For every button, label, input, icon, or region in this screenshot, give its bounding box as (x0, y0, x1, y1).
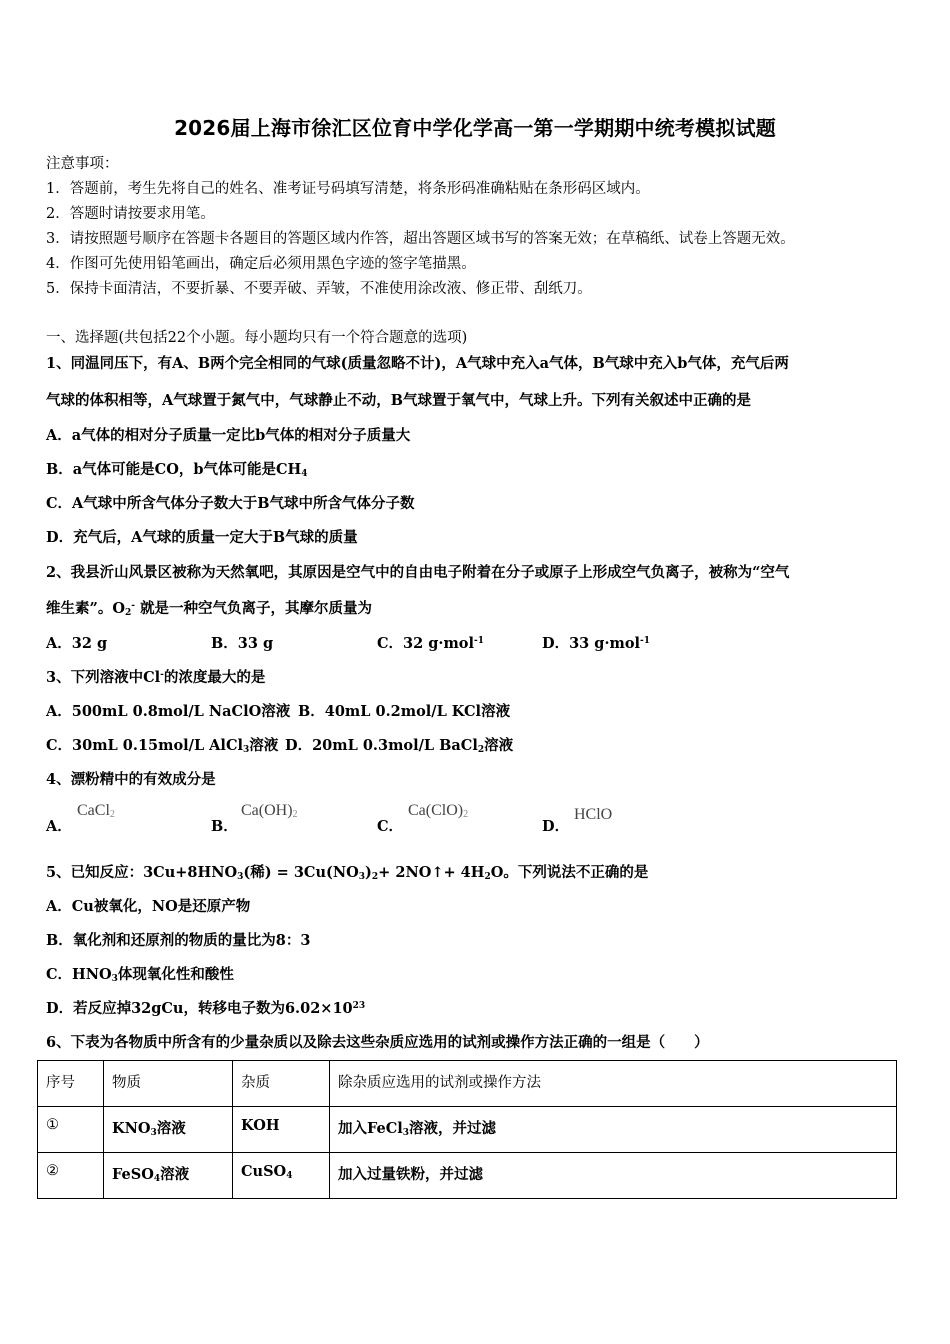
q5-option-c: C．$HNO_3$体现氧化性和酸性 (46, 966, 234, 984)
table-cell: CuSO$_4$ (233, 1153, 330, 1199)
q3-stem: 3、下列溶液中Cl-的浓度最大的是 (46, 669, 266, 686)
q6-stem: 6、下表为各物质中所含有的少量杂质以及除去这些杂质应选用的试剂或操作方法正确的一组是（ ） (46, 1034, 709, 1051)
notice-item: 2．答题时请按要求用笔。 (46, 206, 215, 222)
q4-option-c-label: C． (377, 818, 404, 835)
notice-item: 5．保持卡面清洁，不要折暴、不要弄破、弄皱，不准使用涂改液、修正带、刮纸刀。 (46, 281, 592, 297)
q1-option-b: B．a气体可能是CO，b气体可能是$CH_4$ (46, 461, 308, 479)
table-cell: ① (38, 1107, 104, 1153)
notice-item: 3．请按照题号顺序在答题卡各题目的答题区域内作答，超出答题区域书写的答案无效；在草稿纸、试卷上答题无效。 (46, 231, 795, 247)
q2-stem-cont: 维生素”。$O_2^-$ 就是一种空气负离子，其摩尔质量为 (46, 600, 373, 618)
q4-option-a-label: A． (46, 818, 72, 835)
q4-option-c-formula: $Ca(ClO)_2$ (408, 802, 469, 820)
q4-option-d-label: D． (542, 818, 570, 835)
q4-option-b-label: B． (211, 818, 238, 835)
q2-stem: 2、我县沂山风景区被称为天然氧吧，其原因是空气中的自由电子附着在分子或原子上形成空气负离子，被称为“空气 (46, 564, 790, 581)
q5-stem: 5、已知反应：$3Cu+8HNO_3$(稀) = $3Cu(NO_3)_2+$ 2NO↑+ $4H_2O$。下列说法不正确的是 (46, 864, 649, 882)
impurity-table (37, 1060, 897, 1199)
table-header-row (38, 1061, 897, 1107)
table-cell: 加入过量铁粉，并过滤 (330, 1153, 897, 1199)
q4-option-b-formula: $Ca(OH)_2$ (241, 802, 298, 820)
table-cell: $KNO_3$溶液 (104, 1107, 233, 1153)
table-row (38, 1153, 897, 1199)
page-title: 2026届上海市徐汇区位育中学化学高一第一学期期中统考模拟试题 (174, 116, 776, 140)
q3-option-d: D．20mL 0.3mol/L BaCl$_2$溶液 (285, 737, 514, 755)
q3-option-a: A．500mL 0.8mol/L NaClO溶液 (46, 703, 291, 720)
q1-option-c: C．A气球中所含气体分子数大于B气球中所含气体分子数 (46, 495, 415, 512)
q1-option-d: D．充气后，A气球的质量一定大于B气球的质量 (46, 529, 358, 546)
table-header: 杂质 (233, 1061, 330, 1107)
q2-option-b: B．33 g (211, 635, 274, 652)
q1-stem-cont: 气球的体积相等，A气球置于氮气中，气球静止不动，B气球置于氧气中，气球上升。下列有关叙述中正确的是 (46, 392, 752, 409)
table-row (38, 1107, 897, 1153)
q1-stem: 1、同温同压下，有A、B两个完全相同的气球(质量忽略不计)，A气球中充入a气体，B气球中充入b气体，充气后两 (46, 355, 789, 372)
q5-option-b: B．氧化剂和还原剂的物质的量比为8：3 (46, 932, 311, 949)
notice-item: 1．答题前，考生先将自己的姓名、准考证号码填写清楚，将条形码准确粘贴在条形码区域内。 (46, 181, 650, 197)
q3-option-b: B．40mL 0.2mol/L KCl溶液 (298, 703, 511, 720)
q2-option-d: D．33 g·mol$^{-1}$ (542, 635, 651, 652)
q3-option-c: C．30mL 0.15mol/L AlCl$_3$溶液 (46, 737, 279, 755)
q5-option-d: D．若反应掉32gCu，转移电子数为$6.02\times 10^{23}$ (46, 1000, 366, 1017)
table-cell: ② (38, 1153, 104, 1199)
section-heading: 一、选择题(共包括22个小题。每小题均只有一个符合题意的选项) (46, 330, 468, 346)
q4-option-a-formula: CaCl$_2$ (77, 802, 115, 820)
notice-header: 注意事项： (46, 156, 119, 172)
q4-option-d-formula: HClO (574, 806, 613, 823)
q4-stem: 4、漂粉精中的有效成分是 (46, 771, 216, 788)
table-header: 除杂质应选用的试剂或操作方法 (330, 1061, 897, 1107)
notice-item: 4．作图可先使用铅笔画出，确定后必须用黑色字迹的签字笔描黑。 (46, 256, 476, 272)
table-cell: 加入FeCl$_3$溶液，并过滤 (330, 1107, 897, 1153)
q2-option-a: A．32 g (46, 635, 108, 652)
table-cell: FeSO$_4$溶液 (104, 1153, 233, 1199)
table-cell: KOH (233, 1107, 330, 1153)
q5-option-a: A．Cu被氧化，NO是还原产物 (46, 898, 251, 915)
table-header: 物质 (104, 1061, 233, 1107)
q1-option-a: A．a气体的相对分子质量一定比b气体的相对分子质量大 (46, 427, 411, 444)
table-header: 序号 (38, 1061, 104, 1107)
q2-option-c: C．32 g·mol$^{-1}$ (377, 635, 484, 652)
